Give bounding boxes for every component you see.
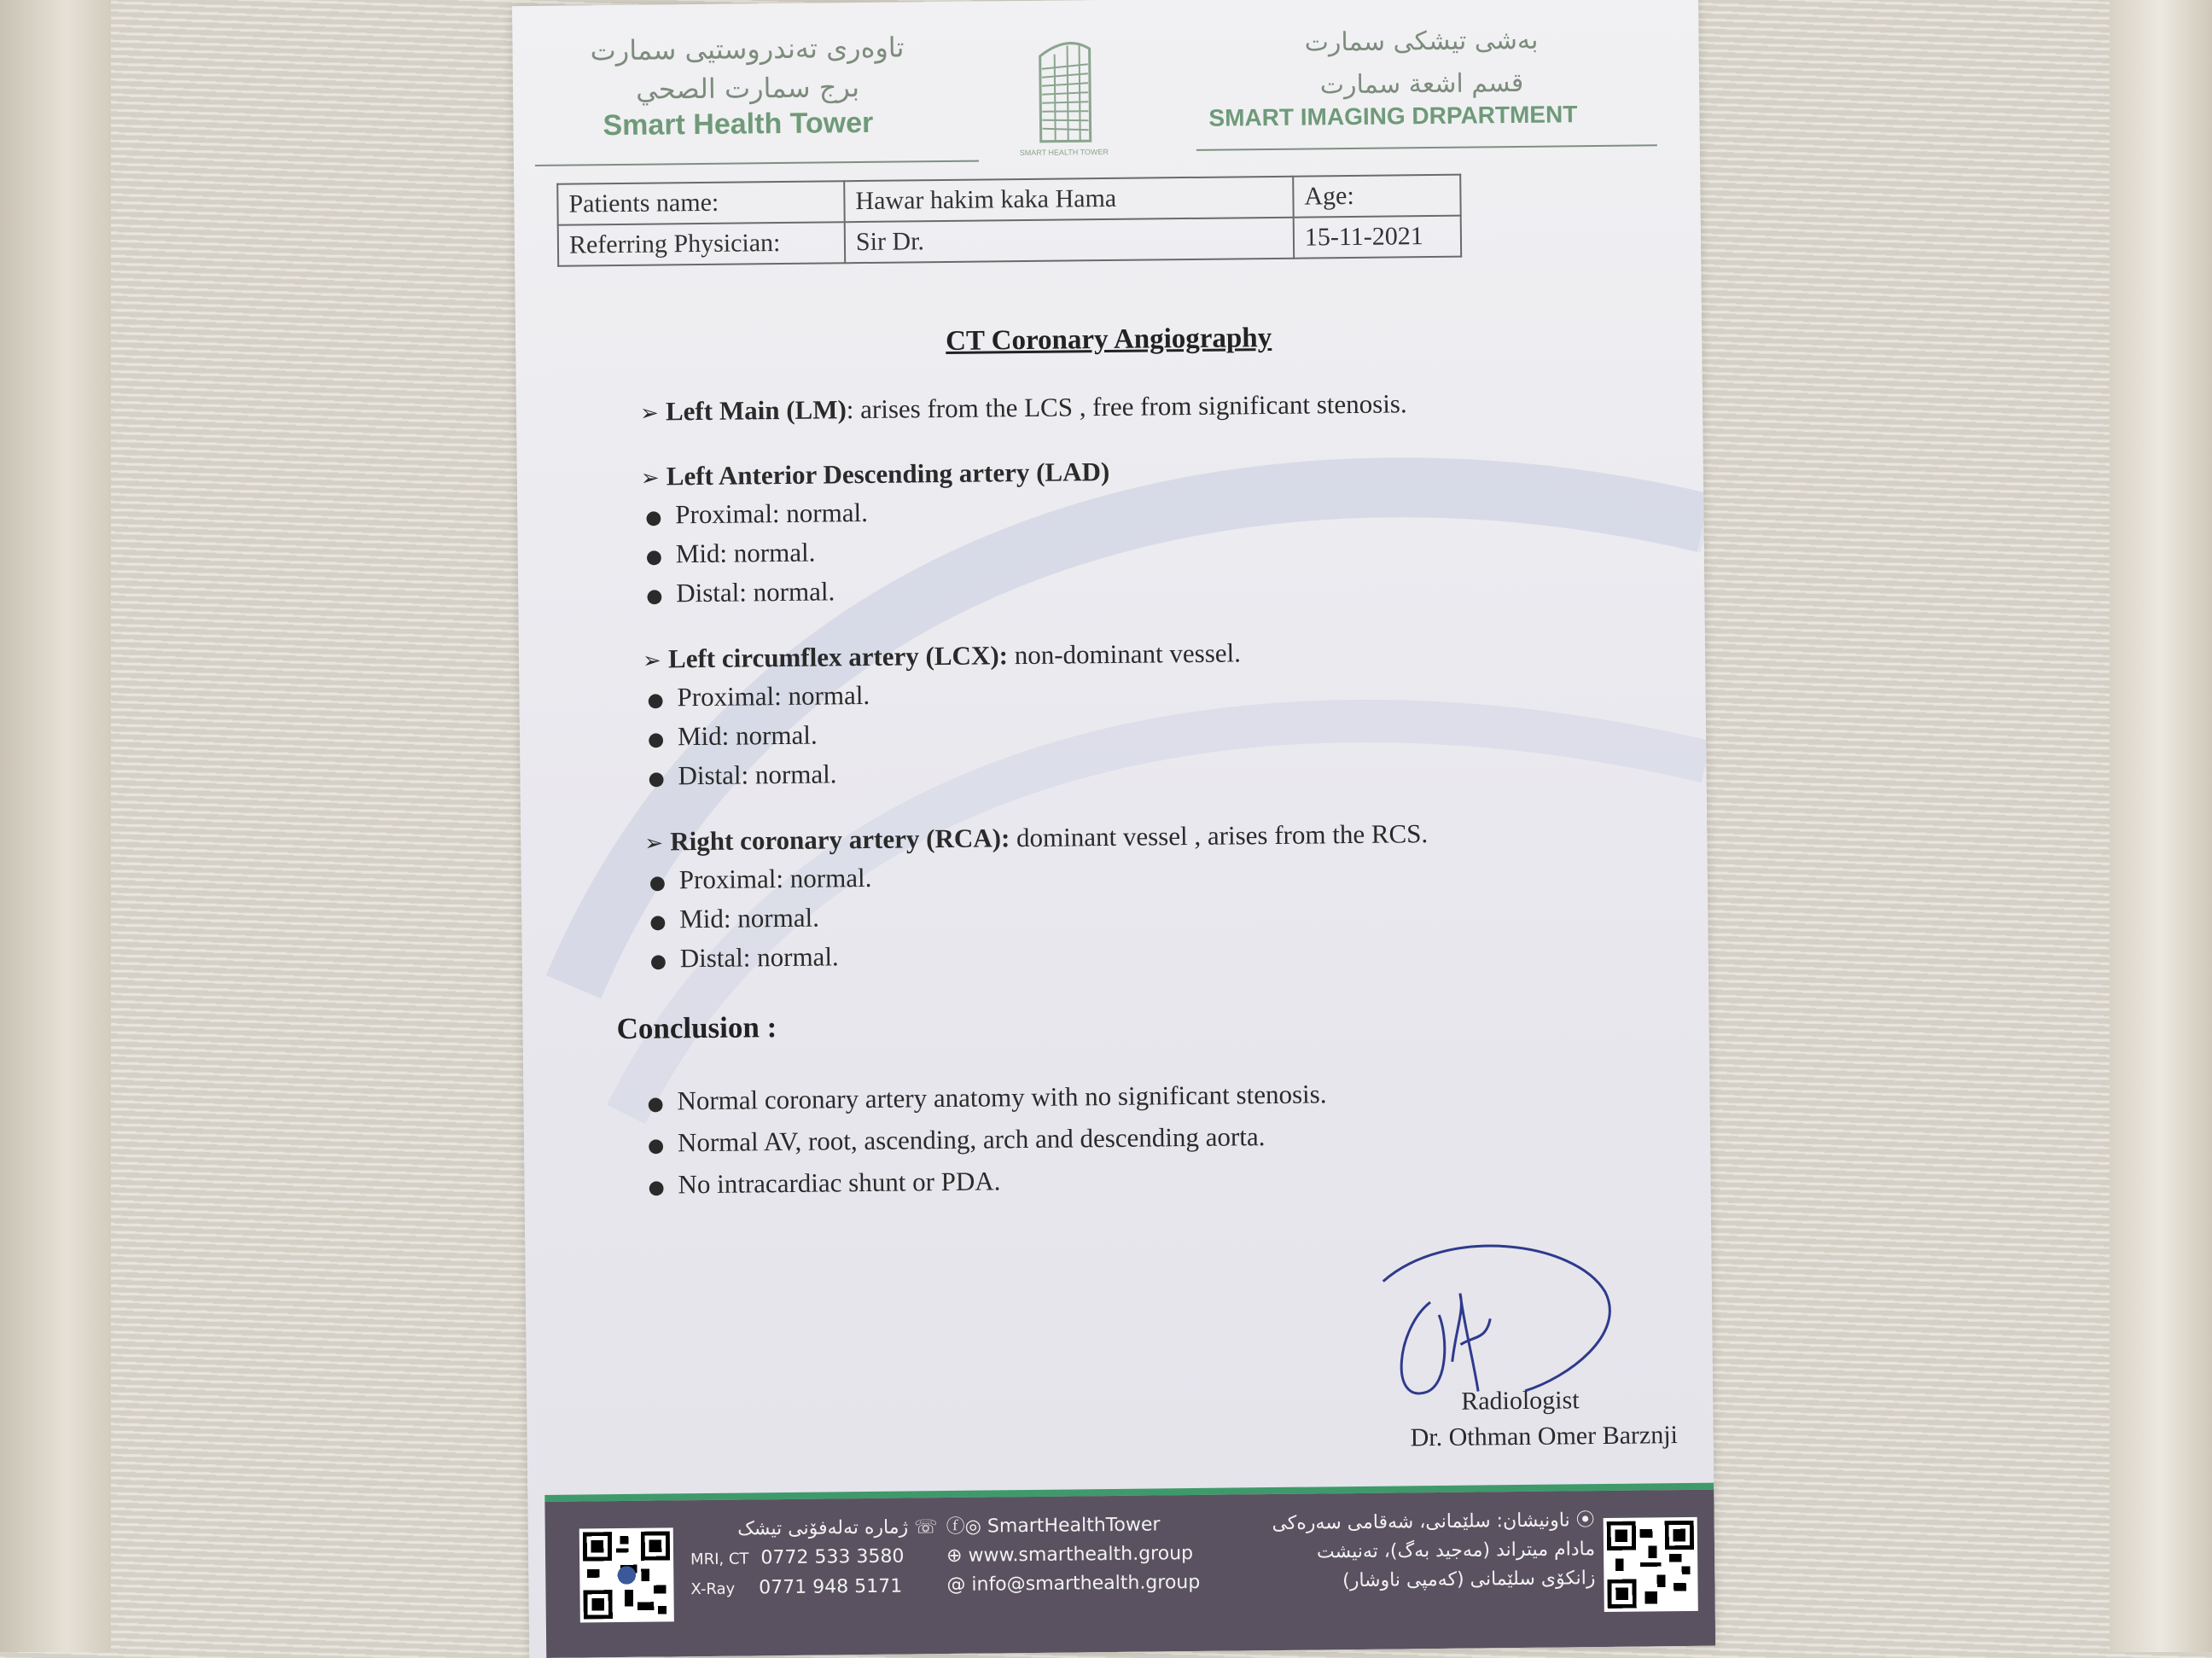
xray-phone[interactable]: 0771 948 5171 (759, 1575, 903, 1599)
header-divider-left (535, 160, 979, 166)
patient-info-table (556, 174, 1462, 267)
physician-value: Sir Dr. (845, 218, 1294, 264)
section-desc: non-dominant vessel. (1007, 637, 1242, 671)
list-item: ● Mid: normal. (649, 902, 820, 934)
section-heading: Left Anterior Descending artery (LAD) (666, 456, 1110, 492)
conclusion-list (643, 1074, 1328, 1207)
physician-label: Referring Physician: (558, 222, 845, 266)
list-item: ● Mid: normal. (645, 537, 816, 569)
footer-phones (690, 1513, 939, 1604)
arrow-bullet-icon: ➢ (639, 400, 659, 427)
social-handle[interactable]: SmartHealthTower (987, 1514, 1161, 1538)
section-heading: Left circumflex artery (LCX): (667, 640, 1009, 674)
list-item: ● Proximal: normal. (649, 862, 872, 895)
patient-name-label: Patients name: (557, 181, 844, 225)
report-page (512, 0, 1715, 1658)
globe-icon: ⊕ (946, 1545, 969, 1568)
list-item: ● Normal AV, root, ascending, arch and descending aorta. (647, 1121, 1266, 1158)
facebook-icon: ⓕ (946, 1515, 965, 1539)
section-lcx (643, 631, 1609, 798)
section-heading: Left Main (LM) (665, 394, 847, 427)
header-left-native: تاوەری تەندروستیی سمارت برج سمارت الصحي (590, 31, 905, 106)
list-item: ● Proximal: normal. (647, 679, 870, 713)
website-link[interactable]: www.smarthealth.group (968, 1543, 1194, 1567)
email-icon: @ (946, 1574, 972, 1597)
age-label: Age: (1293, 175, 1460, 218)
header-left-english: Smart Health Tower (602, 106, 874, 143)
address-line-3: زانکۆی سلێمانی (کەمپی ناوشار) (1342, 1568, 1596, 1592)
report-date: 15-11-2021 (1294, 216, 1461, 259)
section-desc: : arises from the LCS , free from significant stenosis. (846, 388, 1407, 425)
tower-logo (1007, 30, 1120, 167)
svg-text:SMART HEALTH TOWER: SMART HEALTH TOWER (1019, 147, 1109, 158)
conclusion-heading: Conclusion : (616, 1010, 777, 1046)
footer-address (1228, 1506, 1596, 1597)
list-item: ● Proximal: normal. (645, 497, 869, 530)
findings (640, 383, 1610, 1006)
section-lad (641, 448, 1607, 615)
header-right-native: بەشی تیشکی سمارت قسم اشعة سمارت (1304, 25, 1539, 101)
arrow-bullet-icon: ➢ (640, 465, 660, 492)
arrow-bullet-icon: ➢ (644, 830, 664, 857)
list-item: ● Normal coronary artery anatomy with no significant stenosis. (647, 1079, 1327, 1116)
header-right-english: SMART IMAGING DRPARTMENT (1208, 101, 1578, 131)
address-line-2: مادام میتراند (مەجید بەگ)، تەنیشت (1316, 1539, 1596, 1563)
footer-contacts (946, 1510, 1229, 1600)
list-item: ● Distal: normal. (648, 759, 837, 791)
header-divider-right (1196, 144, 1657, 151)
list-item: ● Distal: normal. (646, 576, 835, 608)
list-item: ● Mid: normal. (647, 719, 818, 752)
section-rca (644, 813, 1610, 980)
radiologist-name: Dr. Othman Omer Barznji (1410, 1421, 1679, 1452)
xray-label: X-Ray (690, 1579, 736, 1599)
section-heading: Right coronary artery (RCA): (670, 823, 1010, 857)
section-lm (640, 383, 1604, 433)
location-pin-icon: ⦿ (1569, 1510, 1595, 1532)
background-frame-right (2110, 0, 2212, 1652)
phone-icon: ☏ (908, 1516, 938, 1539)
qr-code-right (1604, 1517, 1698, 1612)
phone-heading: ژمارە تەلەفۆنی تیشک (737, 1516, 909, 1540)
physician-row (558, 216, 1461, 266)
background-frame-left (0, 0, 111, 1652)
qr-code-left (579, 1527, 674, 1622)
report-title: CT Coronary Angiography (945, 322, 1272, 357)
address-line-1: ناونیشان: سلێمانی، شەقامی سەرەکی (1272, 1510, 1570, 1535)
mri-ct-phone[interactable]: 0772 533 3580 (760, 1545, 905, 1569)
patient-name-value: Hawar hakim kaka Hama (844, 177, 1293, 223)
instagram-icon: ◎ (964, 1515, 988, 1538)
arrow-bullet-icon: ➢ (642, 648, 662, 674)
radiologist-role: Radiologist (1461, 1386, 1580, 1416)
email-link[interactable]: info@smarthealth.group (971, 1571, 1201, 1596)
list-item: ● Distal: normal. (649, 941, 839, 974)
list-item: ● No intracardiac shunt or PDA. (648, 1166, 1001, 1200)
mri-ct-label: MRI, CT (690, 1550, 749, 1569)
section-desc: dominant vessel , arises from the RCS. (1010, 818, 1429, 853)
footer (544, 1490, 1715, 1658)
